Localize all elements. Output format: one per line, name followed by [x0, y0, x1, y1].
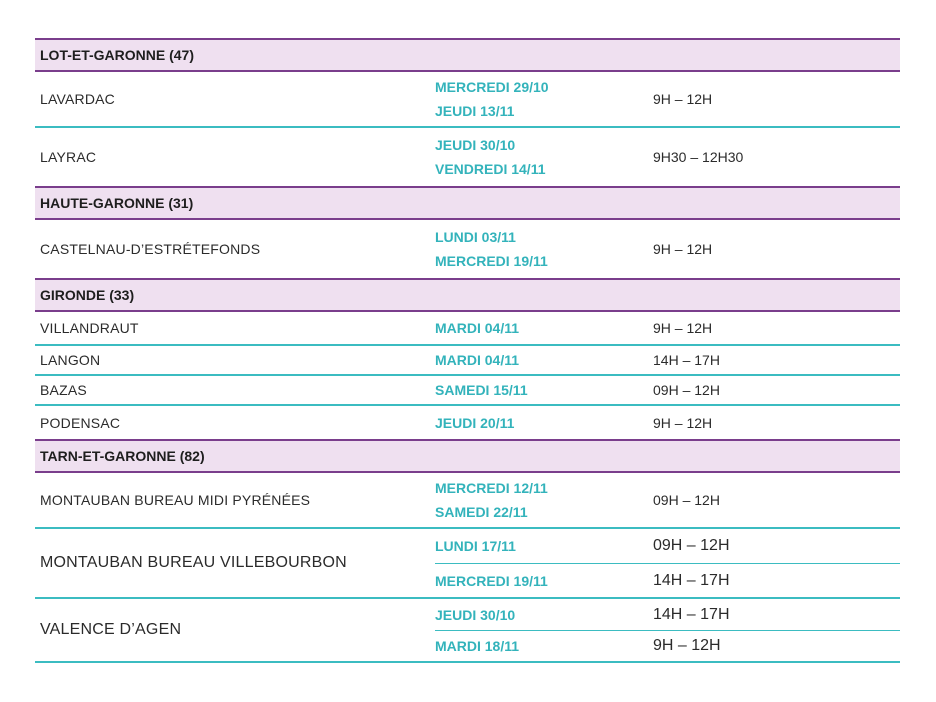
region-header: TARN-ET-GARONNE (82)	[35, 439, 900, 473]
date: MARDI 04/11	[435, 320, 520, 336]
hours: 9H – 12H	[653, 414, 713, 431]
table-row	[35, 72, 900, 128]
dates-cell	[435, 316, 653, 340]
table-row	[35, 406, 900, 439]
sub-rows	[435, 529, 900, 597]
date: JEUDI 20/11	[435, 414, 515, 431]
date: LUNDI 17/11	[435, 538, 516, 554]
date: JEUDI 13/11	[435, 103, 515, 119]
table-row	[35, 376, 900, 406]
date: MERCREDI 29/10	[435, 79, 549, 95]
date: MERCREDI 19/11	[435, 253, 548, 269]
hours: 14H – 17H	[653, 605, 730, 623]
table-row	[35, 529, 900, 599]
table-row	[35, 128, 900, 186]
hours: 14H – 17H	[653, 571, 730, 589]
hours: 9H – 12H	[653, 637, 721, 654]
hours: 9H – 12H	[653, 241, 713, 257]
dates-cell	[435, 411, 653, 435]
hours: 09H – 12H	[653, 382, 720, 398]
schedule-table	[35, 38, 900, 663]
sub-row	[435, 599, 900, 631]
date: JEUDI 30/10	[435, 137, 516, 153]
dates-cell	[435, 225, 653, 273]
date: LUNDI 03/11	[435, 229, 516, 245]
city-name: CASTELNAU-D’ESTRÉTEFONDS	[40, 241, 261, 257]
city-name: VILLANDRAUT	[40, 320, 139, 336]
table-row	[35, 599, 900, 663]
dates-cell	[435, 378, 653, 402]
dates-cell	[435, 476, 653, 524]
date: SAMEDI 22/11	[435, 504, 528, 520]
date: MERCREDI 12/11	[435, 480, 548, 496]
date: MERCREDI 19/11	[435, 572, 548, 589]
hours: 9H – 12H	[653, 91, 713, 107]
dates-cell	[435, 569, 653, 593]
hours: 9H – 12H	[653, 320, 713, 336]
table-row	[35, 220, 900, 278]
table-row	[35, 346, 900, 376]
city-name: VALENCE D’AGEN	[40, 621, 182, 638]
date: SAMEDI 15/11	[435, 382, 528, 398]
hours: 9H30 – 12H30	[653, 149, 744, 165]
sub-row	[435, 529, 900, 564]
city-name: LAYRAC	[40, 149, 97, 165]
dates-cell	[435, 603, 653, 627]
hours: 14H – 17H	[653, 352, 720, 368]
city-name: MONTAUBAN BUREAU VILLEBOURBON	[40, 554, 347, 571]
city-name: BAZAS	[40, 382, 87, 398]
sub-row	[435, 631, 900, 661]
sub-row	[435, 564, 900, 597]
date: JEUDI 30/10	[435, 606, 516, 623]
region-header: GIRONDE (33)	[35, 278, 900, 312]
city-name: LANGON	[40, 352, 101, 368]
region-header: LOT-ET-GARONNE (47)	[35, 38, 900, 72]
sub-rows	[435, 599, 900, 661]
dates-cell	[435, 75, 653, 123]
date: MARDI 04/11	[435, 352, 520, 368]
region-header: HAUTE-GARONNE (31)	[35, 186, 900, 220]
city-name: LAVARDAC	[40, 91, 115, 107]
table-row	[35, 312, 900, 346]
date: MARDI 18/11	[435, 638, 520, 654]
city-name: PODENSAC	[40, 414, 121, 431]
hours: 09H – 12H	[653, 537, 730, 554]
city-name: MONTAUBAN BUREAU MIDI PYRÉNÉES	[40, 492, 311, 508]
dates-cell	[435, 133, 653, 181]
dates-cell	[435, 348, 653, 372]
hours: 09H – 12H	[653, 492, 720, 508]
dates-cell	[435, 634, 653, 658]
table-row	[35, 473, 900, 529]
dates-cell	[435, 534, 653, 558]
date: VENDREDI 14/11	[435, 161, 546, 177]
